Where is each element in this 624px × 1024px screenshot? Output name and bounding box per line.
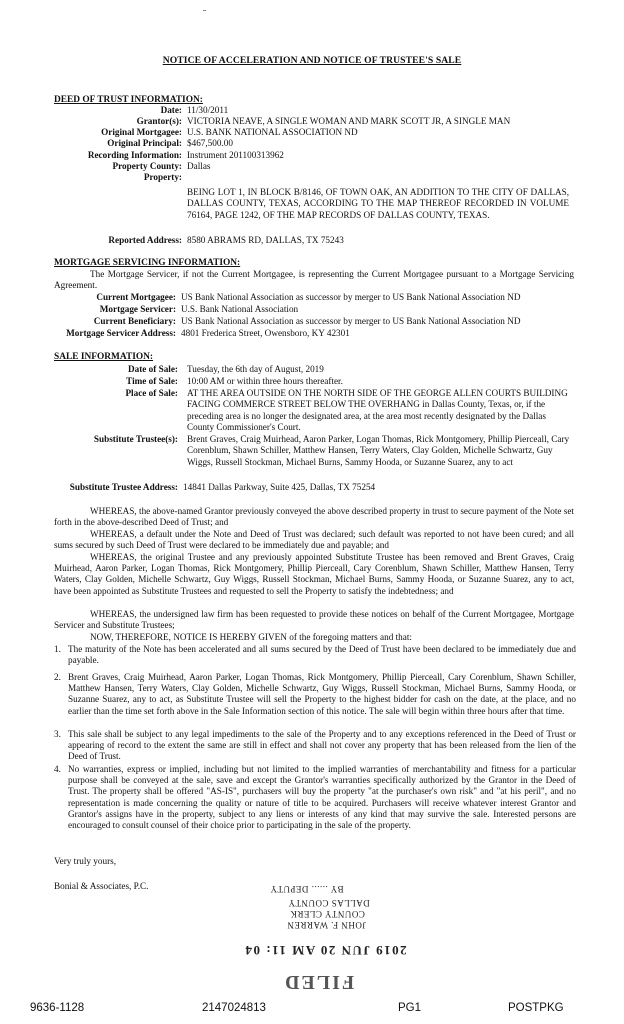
mortgage-servicer-label: Mortgage Servicer: (99, 304, 176, 314)
mortgage-heading: MORTGAGE SERVICING INFORMATION: (54, 258, 241, 268)
servicer-address-label: Mortgage Servicer Address: (66, 328, 176, 338)
footer-tracking-number: 2147024813 (202, 1002, 266, 1014)
item-number: 4. (54, 764, 61, 774)
original-mortgagee-label: Original Mortgagee: (101, 127, 182, 137)
property-description: BEING LOT 1, IN BLOCK B/8146, OF TOWN OAK, AN ADDITION TO THE CITY OF DALLAS, DALLAS COUNTY, TEXAS, ACCORDING TO THE MAP THEREOF RECORDED IN VOLUME 76164, PAGE 1242, OF THE MAP RECORDS OF DALLAS COUNTY, TEXAS. (187, 187, 569, 220)
whereas-paragraph: WHEREAS, the undersigned law firm has been requested to provide these notices on behalf of the Current Mortgagee, Mortgage Servicer and Substitute Trustees; (54, 609, 574, 631)
whereas-paragraph: WHEREAS, a default under the Note and Deed of Trust was declared; such default was reported to not have been cured; and all sums secured by such Deed of Trust were declared to be immediately due and payable; and (54, 529, 574, 551)
stamp-clerk-line: COUNTY CLERK (290, 909, 365, 919)
grantor-label: Grantor(s): (136, 116, 182, 126)
item-text: No warranties, express or implied, including but not limited to the implied warranties of merchantability and fitness for a particular purpose shall be conveyed at the sale, save and except the Grantor's warranties specifically authorized by the Grantor in the Deed of Trust. The property shall be offered "AS-IS", purchasers will buy the property "at the purchaser's own risk" and "at his peril", and no representation is made concerning the quality or nature of title to be acquired. Purchasers will receive whatever interest Grantor and Grantor's assigns have in the property, subject to any liens or interests of any kind that may survive the sale. Interested persons are encouraged to consult counsel of their choice prior to participating in the sale of the property. (68, 764, 576, 831)
recording-info-label: Recording Information: (87, 150, 182, 160)
item-number: 3. (54, 729, 61, 739)
item-number: 1. (54, 644, 61, 654)
current-mortgagee-label: Current Mortgagee: (96, 292, 176, 302)
scan-speck (203, 10, 206, 11)
current-beneficiary-label: Current Beneficiary: (93, 316, 176, 326)
whereas-paragraph: WHEREAS, the above-named Grantor previously conveyed the above described property in trust to secure payment of the Note set forth in the above-described Deed of Trust; and (54, 506, 574, 528)
footer-page-number: PG1 (398, 1002, 422, 1014)
current-mortgagee-value: US Bank National Association as successor by merger to US Bank National Association ND (181, 292, 521, 302)
footer-package-code: POSTPKG (508, 1002, 564, 1014)
item-number: 2. (54, 672, 61, 682)
notice-item (54, 729, 574, 763)
law-firm-name: Bonial & Associates, P.C. (54, 881, 149, 891)
property-county-label: Property County: (112, 161, 182, 171)
trustee-address-label: Substitute Trustee Address: (69, 482, 178, 492)
grantor-value: VICTORIA NEAVE, A SINGLE WOMAN AND MARK SCOTT JR, A SINGLE MAN (187, 116, 511, 126)
deed-heading: DEED OF TRUST INFORMATION: (54, 95, 203, 105)
notice-item (54, 764, 574, 844)
document-title: NOTICE OF ACCELERATION AND NOTICE OF TRUSTEE'S SALE (162, 55, 462, 66)
whereas-paragraph: WHEREAS, the original Trustee and any previously appointed Substitute Trustee has been removed and Brent Graves, Craig Muirhead, Aaron Parker, Logan Thomas, Rick Montgomery, Phillip Pierceall, Cary Corenblum, Shawn Schiller, Matthew Hansen, Terry Waters, Clay Golden, Michelle Schwartz, Guy Wiggs, Russell Stockman, Michael Burns, Sammy Hooda, or Suzanne Suarez, any to act, have been appointed as Substitute Trustees and requested to sell the Property to satisfy the indebtedness; and (54, 552, 574, 596)
stamp-filed-word: FILED (283, 971, 355, 993)
sale-place-label: Place of Sale: (125, 388, 178, 398)
trustee-address-value: 14841 Dallas Parkway, Suite 425, Dallas, TX 75254 (183, 482, 376, 492)
mortgage-intro: The Mortgage Servicer, if not the Current Mortgagee, is representing the Current Mortgagee pursuant to a Mortgage Servicing Agreement. (54, 269, 574, 291)
substitute-trustee-value: Brent Graves, Craig Muirhead, Aaron Parker, Logan Thomas, Rick Montgomery, Phillip Pierceall, Cary Corenblum, Shawn Schiller, Matthew Hansen, Terry Waters, Clay Golden, Michelle Schwartz, Guy Wiggs, Russell Stockman, Michael Burns, Sammy Hooda, or Suzanne Suarez, any to act (187, 434, 570, 467)
stamp-filed-datetime: 2019 JUN 20 AM 11: 04 (244, 943, 407, 958)
closing-line: Very truly yours, (54, 856, 117, 866)
sale-date-label: Date of Sale: (127, 364, 178, 374)
property-county-value: Dallas (187, 161, 211, 171)
substitute-trustee-label: Substitute Trustee(s): (93, 434, 178, 444)
original-principal-value: $467,500.00 (187, 138, 233, 148)
reported-address-label: Reported Address: (108, 235, 182, 245)
servicer-address-value: 4801 Frederica Street, Owensboro, KY 42301 (181, 328, 350, 338)
deed-date-value: 11/30/2011 (187, 105, 229, 115)
sale-time-label: Time of Sale: (126, 376, 178, 386)
original-mortgagee-value: U.S. BANK NATIONAL ASSOCIATION ND (187, 127, 358, 137)
stamp-county-line: DALLAS COUNTY (288, 898, 370, 908)
notice-given-paragraph: NOW, THEREFORE, NOTICE IS HEREBY GIVEN of the foregoing matters and that: (90, 632, 412, 642)
stamp-deputy-line: BY ...... DEPUTY (270, 884, 344, 894)
notice-item (54, 644, 574, 667)
item-text: Brent Graves, Craig Muirhead, Aaron Parker, Logan Thomas, Rick Montgomery, Phillip Pierceall, Cary Corenblum, Shawn Schiller, Matthew Hansen, Terry Waters, Clay Golden, Michelle Schwartz, Guy Wiggs, Russell Stockman, Michael Burns, Sammy Hooda, or Suzanne Suarez, any to act, as Substitute Trustee will sell the Property to the highest bidder for cash on the date, at the place, and no earlier than the time set forth above in the Sale Information section of this notice. The sale will begin within three hours after that time. (68, 672, 576, 716)
footer-reference-number: 9636-1128 (30, 1002, 85, 1014)
reported-address-value: 8580 ABRAMS RD, DALLAS, TX 75243 (187, 235, 344, 245)
recording-info-value: Instrument 201100313962 (187, 150, 284, 160)
sale-place-value: AT THE AREA OUTSIDE ON THE NORTH SIDE OF THE GEORGE ALLEN COURTS BUILDING FACING COMMERCE STREET BELOW THE OVERHANG in Dallas County, Texas, or, if the preceding area is no longer the designated area, at the area most recently designated by the Dallas County Commissioner's Court. (187, 388, 568, 432)
property-label: Property: (143, 172, 182, 182)
stamp-clerk-name: JOHN F. WARREN (287, 920, 366, 930)
deed-date-label: Date: (160, 105, 182, 115)
original-principal-label: Original Principal: (107, 138, 182, 148)
item-text: The maturity of the Note has been accelerated and all sums secured by the Deed of Trust have been declared to be immediately due and payable. (68, 644, 576, 666)
mortgage-servicer-value: U.S. Bank National Association (181, 304, 299, 314)
item-text: This sale shall be subject to any legal impediments to the sale of the Property and to any exceptions referenced in the Deed of Trust or appearing of record to the extent the same are still in effect and shall not cover any property that has been released from the lien of the Deed of Trust. (68, 729, 576, 762)
sale-time-value: 10:00 AM or within three hours thereafter. (187, 376, 343, 386)
sale-date-value: Tuesday, the 6th day of August, 2019 (187, 364, 324, 374)
notice-item (54, 672, 574, 729)
current-beneficiary-value: US Bank National Association as successor by merger to US Bank National Association ND (181, 316, 521, 326)
sale-heading: SALE INFORMATION: (54, 352, 154, 362)
